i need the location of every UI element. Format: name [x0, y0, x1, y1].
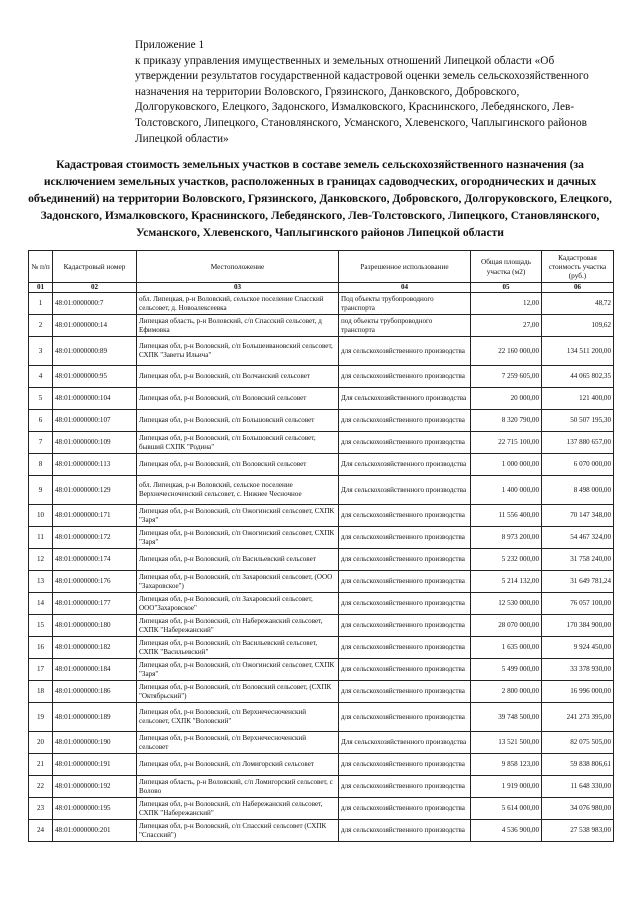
area-cell: 1 000 000,00: [471, 454, 542, 476]
header-cost: Кадастровая стоимость участка (руб.): [542, 251, 614, 283]
cadastral-number-cell: 48:01:0000000:89: [53, 337, 137, 366]
appendix-block: [135, 38, 605, 147]
cost-cell: 50 507 195,30: [542, 410, 614, 432]
cost-cell: 9 924 450,00: [542, 637, 614, 659]
row-number-cell: 10: [29, 505, 53, 527]
area-cell: 2 800 000,00: [471, 681, 542, 703]
row-number-cell: 22: [29, 776, 53, 798]
cadastral-number-cell: 48:01:0000000:177: [53, 593, 137, 615]
cadastral-number-cell: 48:01:0000000:201: [53, 820, 137, 842]
cadastral-number-cell: 48:01:0000000:195: [53, 798, 137, 820]
area-cell: 7 259 605,00: [471, 366, 542, 388]
permitted-use-cell: Для сельскохозяйственного производства: [339, 388, 471, 410]
cost-cell: 27 538 983,00: [542, 820, 614, 842]
location-cell: Липецкая обл, р-н Воловский, с/п Спасский сельсовет (СХПК "Спасский"): [137, 820, 339, 842]
cadastral-number-cell: 48:01:0000000:192: [53, 776, 137, 798]
permitted-use-cell: для сельскохозяйственного производства: [339, 366, 471, 388]
location-cell: Липецкая обл, р-н Воловский, с/п Большовский сельсовет: [137, 410, 339, 432]
area-cell: 12 530 000,00: [471, 593, 542, 615]
area-cell: 28 070 000,00: [471, 615, 542, 637]
permitted-use-cell: для сельскохозяйственного производства: [339, 820, 471, 842]
location-cell: Липецкая обл, р-н Воловский, с/п Захаровский сельсовет, (ООО "Захаровское"): [137, 571, 339, 593]
area-cell: 5 232 000,00: [471, 549, 542, 571]
cost-cell: 31 649 781,24: [542, 571, 614, 593]
cost-cell: 134 511 200,00: [542, 337, 614, 366]
permitted-use-cell: Для сельскохозяйственного производства: [339, 732, 471, 754]
permitted-use-cell: для сельскохозяйственного производства: [339, 593, 471, 615]
header-area: Общая площадь участка (м2): [471, 251, 542, 283]
col-num-05: 05: [471, 283, 542, 293]
permitted-use-cell: для сельскохозяйственного производства: [339, 798, 471, 820]
location-cell: Липецкая обл, р-н Воловский, с/п Захаровский сельсовет, ООО"Захаровское": [137, 593, 339, 615]
cost-cell: 70 147 348,00: [542, 505, 614, 527]
area-cell: 5 499 000,00: [471, 659, 542, 681]
cost-cell: 44 065 802,35: [542, 366, 614, 388]
area-cell: 27,00: [471, 315, 542, 337]
cost-cell: 16 996 000,00: [542, 681, 614, 703]
row-number-cell: 6: [29, 410, 53, 432]
cadastral-number-cell: 48:01:0000000:172: [53, 527, 137, 549]
header-permitted-use: Разрешенное использование: [339, 251, 471, 283]
area-cell: 8 320 790,00: [471, 410, 542, 432]
appendix-text: к приказу управления имущественных и земельных отношений Липецкой области «Об утверждении результатов государственной кадастровой оценки земель сельскохозяйственного назначения на территории Воловского, Грязинского, Данковского, Добровского, Долгоруковского, Елецкого, Задонского, Измалковского, Краснинского, Лебедянского, Лев-Толстовского, Липецкого, Становлянского, Усманского, Хлевенского, Чаплыгинского районов Липецкой области»: [135, 54, 589, 145]
permitted-use-cell: для сельскохозяйственного производства: [339, 505, 471, 527]
permitted-use-cell: Под объекты трубопроводного транспорта: [339, 293, 471, 315]
location-cell: обл. Липецкая, р-н Воловский, сельское поселение Верхнечесноченский сельсовет, с. Нижнее Чесночное: [137, 476, 339, 505]
row-number-cell: 11: [29, 527, 53, 549]
area-cell: 20 000,00: [471, 388, 542, 410]
location-cell: обл. Липецкая, р-н Воловский, сельское поселение Спасский сельсовет, д. Новоалексеевка: [137, 293, 339, 315]
cost-cell: 54 467 324,00: [542, 527, 614, 549]
row-number-cell: 13: [29, 571, 53, 593]
row-number-cell: 14: [29, 593, 53, 615]
row-number-cell: 21: [29, 754, 53, 776]
cadastral-number-cell: 48:01:0000000:107: [53, 410, 137, 432]
col-num-03: 03: [137, 283, 339, 293]
row-number-cell: 2: [29, 315, 53, 337]
cost-cell: 33 378 930,00: [542, 659, 614, 681]
row-number-cell: 4: [29, 366, 53, 388]
area-cell: 13 521 500,00: [471, 732, 542, 754]
cost-cell: 76 057 100,00: [542, 593, 614, 615]
table-row: [29, 754, 614, 776]
row-number-cell: 8: [29, 454, 53, 476]
cadastral-number-cell: 48:01:0000000:95: [53, 366, 137, 388]
cadastral-number-cell: 48:01:0000000:189: [53, 703, 137, 732]
col-num-04: 04: [339, 283, 471, 293]
cadastral-number-cell: 48:01:0000000:191: [53, 754, 137, 776]
area-cell: 8 973 200,00: [471, 527, 542, 549]
row-number-cell: 5: [29, 388, 53, 410]
cadastral-number-cell: 48:01:0000000:182: [53, 637, 137, 659]
row-number-cell: 15: [29, 615, 53, 637]
table-row: [29, 315, 614, 337]
area-cell: 9 858 123,00: [471, 754, 542, 776]
table-row: [29, 549, 614, 571]
cost-cell: 82 075 505,00: [542, 732, 614, 754]
cost-cell: 59 838 806,61: [542, 754, 614, 776]
row-number-cell: 24: [29, 820, 53, 842]
location-cell: Липецкая обл, р-н Воловский, с/п Ожогинский сельсовет, СХПК "Заря": [137, 659, 339, 681]
permitted-use-cell: для сельскохозяйственного производства: [339, 549, 471, 571]
table-row: [29, 681, 614, 703]
table-row: [29, 293, 614, 315]
area-cell: 39 748 500,00: [471, 703, 542, 732]
permitted-use-cell: для сельскохозяйственного производства: [339, 410, 471, 432]
cadastral-number-cell: 48:01:0000000:171: [53, 505, 137, 527]
area-cell: 12,00: [471, 293, 542, 315]
area-cell: 22 715 100,00: [471, 432, 542, 454]
location-cell: Липецкая обл, р-н Воловский, с/п Васильевский сельсовет: [137, 549, 339, 571]
area-cell: 1 635 000,00: [471, 637, 542, 659]
cost-cell: 34 076 980,00: [542, 798, 614, 820]
location-cell: Липецкая обл, р-н Воловский, с/п Большовский сельсовет, бывший СХПК "Родина": [137, 432, 339, 454]
location-cell: Липецкая обл, р-н Воловский, с/п Васильевский сельсовет, СХПК "Васильевский": [137, 637, 339, 659]
table-row: [29, 637, 614, 659]
cadastral-number-cell: 48:01:0000000:176: [53, 571, 137, 593]
table-row: [29, 593, 614, 615]
row-number-cell: 17: [29, 659, 53, 681]
header-location: Местоположение: [137, 251, 339, 283]
cadastral-number-cell: 48:01:0000000:113: [53, 454, 137, 476]
row-number-cell: 3: [29, 337, 53, 366]
table-row: [29, 798, 614, 820]
cost-cell: 170 384 900,00: [542, 615, 614, 637]
table-row: [29, 388, 614, 410]
row-number-cell: 9: [29, 476, 53, 505]
area-cell: 11 556 400,00: [471, 505, 542, 527]
permitted-use-cell: для сельскохозяйственного производства: [339, 776, 471, 798]
cadastral-number-cell: 48:01:0000000:180: [53, 615, 137, 637]
table-header-row: [29, 251, 614, 283]
location-cell: Липецкая обл, р-н Воловский, с/п Набережанский сельсовет, СХПК "Набережанский": [137, 615, 339, 637]
row-number-cell: 16: [29, 637, 53, 659]
permitted-use-cell: для сельскохозяйственного производства: [339, 337, 471, 366]
table-row: [29, 703, 614, 732]
row-number-cell: 19: [29, 703, 53, 732]
cost-cell: 11 648 330,00: [542, 776, 614, 798]
cadastral-number-cell: 48:01:0000000:186: [53, 681, 137, 703]
table-row: [29, 432, 614, 454]
location-cell: Липецкая обл, р-н Воловский, с/п Волчанский сельсовет: [137, 366, 339, 388]
permitted-use-cell: для сельскохозяйственного производства: [339, 703, 471, 732]
location-cell: Липецкая обл, р-н Воловский, с/п Ожогинский сельсовет, СХПК "Заря": [137, 505, 339, 527]
cadastral-number-cell: 48:01:0000000:109: [53, 432, 137, 454]
cadastral-number-cell: 48:01:0000000:14: [53, 315, 137, 337]
location-cell: Липецкая обл, р-н Воловский, с/п Большеивановский сельсовет, СХПК "Заветы Ильича": [137, 337, 339, 366]
area-cell: 1 919 000,00: [471, 776, 542, 798]
location-cell: Липецкая обл, р-н Воловский, с/п Верхнечесноченский сельсовет, СХПК "Воловский": [137, 703, 339, 732]
location-cell: Липецкая обл, р-н Воловский, с/п Воловский сельсовет: [137, 388, 339, 410]
table-row: [29, 410, 614, 432]
header-cadastral-number: Кадастровый номер: [53, 251, 137, 283]
cadastral-number-cell: 48:01:0000000:174: [53, 549, 137, 571]
row-number-cell: 12: [29, 549, 53, 571]
permitted-use-cell: Для сельскохозяйственного производства: [339, 454, 471, 476]
cadastral-number-cell: 48:01:0000000:7: [53, 293, 137, 315]
permitted-use-cell: для сельскохозяйственного производства: [339, 637, 471, 659]
table-row: [29, 476, 614, 505]
table-row: [29, 505, 614, 527]
permitted-use-cell: для сельскохозяйственного производства: [339, 754, 471, 776]
document-title: Кадастровая стоимость земельных участков в составе земель сельскохозяйственного назначения (за исключением земельных участков, расположенных в границах садоводческих, огороднических и дачных объединений) на территории Воловского, Грязинского, Данковского, Добровского, Долгоруковского, Елецкого, Задонского, Измалковского, Краснинского, Лебедянского, Лев-Толстовского, Липецкого, Становлянского, Усманского, Хлевенского, Чаплыгинского районов Липецкой области: [28, 158, 612, 239]
area-cell: 22 160 000,00: [471, 337, 542, 366]
row-number-cell: 23: [29, 798, 53, 820]
table-row: [29, 571, 614, 593]
cost-cell: 31 758 240,00: [542, 549, 614, 571]
cadastral-table: [28, 250, 614, 842]
permitted-use-cell: для сельскохозяйственного производства: [339, 681, 471, 703]
table-row: [29, 732, 614, 754]
table-row: [29, 337, 614, 366]
permitted-use-cell: для сельскохозяйственного производства: [339, 432, 471, 454]
area-cell: 5 614 000,00: [471, 798, 542, 820]
permitted-use-cell: под объекты трубопроводного транспорта: [339, 315, 471, 337]
cost-cell: 241 273 395,00: [542, 703, 614, 732]
cost-cell: 6 070 000,00: [542, 454, 614, 476]
column-number-row: [29, 283, 614, 293]
row-number-cell: 7: [29, 432, 53, 454]
area-cell: 4 536 900,00: [471, 820, 542, 842]
cadastral-number-cell: 48:01:0000000:184: [53, 659, 137, 681]
row-number-cell: 18: [29, 681, 53, 703]
col-num-01: 01: [29, 283, 53, 293]
location-cell: Липецкая обл, р-н Воловский, с/п Верхнечесноченский сельсовет: [137, 732, 339, 754]
location-cell: Липецкая область, р-н Воловский, с/п Спасский сельсовет, д Ефимовка: [137, 315, 339, 337]
cost-cell: 121 400,00: [542, 388, 614, 410]
location-cell: Липецкая обл, р-н Воловский, с/п Воловский сельсовет, (СХПК "Октябрьский"): [137, 681, 339, 703]
permitted-use-cell: Для сельскохозяйственного производства: [339, 476, 471, 505]
permitted-use-cell: для сельскохозяйственного производства: [339, 571, 471, 593]
permitted-use-cell: для сельскохозяйственного производства: [339, 527, 471, 549]
cadastral-number-cell: 48:01:0000000:104: [53, 388, 137, 410]
area-cell: 5 214 132,00: [471, 571, 542, 593]
permitted-use-cell: для сельскохозяйственного производства: [339, 615, 471, 637]
header-number: № п/п: [29, 251, 53, 283]
location-cell: Липецкая область, р-н Воловский, с/п Ломигорский сельсовет, с Волово: [137, 776, 339, 798]
col-num-02: 02: [53, 283, 137, 293]
area-cell: 1 400 000,00: [471, 476, 542, 505]
table-row: [29, 615, 614, 637]
table-body: [29, 293, 614, 842]
table-row: [29, 527, 614, 549]
location-cell: Липецкая обл, р-н Воловский, с/п Воловский сельсовет: [137, 454, 339, 476]
row-number-cell: 20: [29, 732, 53, 754]
table-row: [29, 659, 614, 681]
table-row: [29, 366, 614, 388]
location-cell: Липецкая обл, р-н Воловский, с/п Ломигорский сельсовет: [137, 754, 339, 776]
cadastral-number-cell: 48:01:0000000:129: [53, 476, 137, 505]
table-row: [29, 820, 614, 842]
cost-cell: 137 880 657,00: [542, 432, 614, 454]
col-num-06: 06: [542, 283, 614, 293]
cost-cell: 8 498 000,00: [542, 476, 614, 505]
location-cell: Липецкая обл, р-н Воловский, с/п Ожогинский сельсовет, СХПК "Заря": [137, 527, 339, 549]
cost-cell: 109,62: [542, 315, 614, 337]
cadastral-number-cell: 48:01:0000000:190: [53, 732, 137, 754]
table-row: [29, 776, 614, 798]
table-row: [29, 454, 614, 476]
row-number-cell: 1: [29, 293, 53, 315]
location-cell: Липецкая обл, р-н Воловский, с/п Набережанский сельсовет, СХПК "Набережанский": [137, 798, 339, 820]
permitted-use-cell: для сельскохозяйственного производства: [339, 659, 471, 681]
cost-cell: 48,72: [542, 293, 614, 315]
appendix-heading: Приложение 1: [135, 39, 205, 51]
